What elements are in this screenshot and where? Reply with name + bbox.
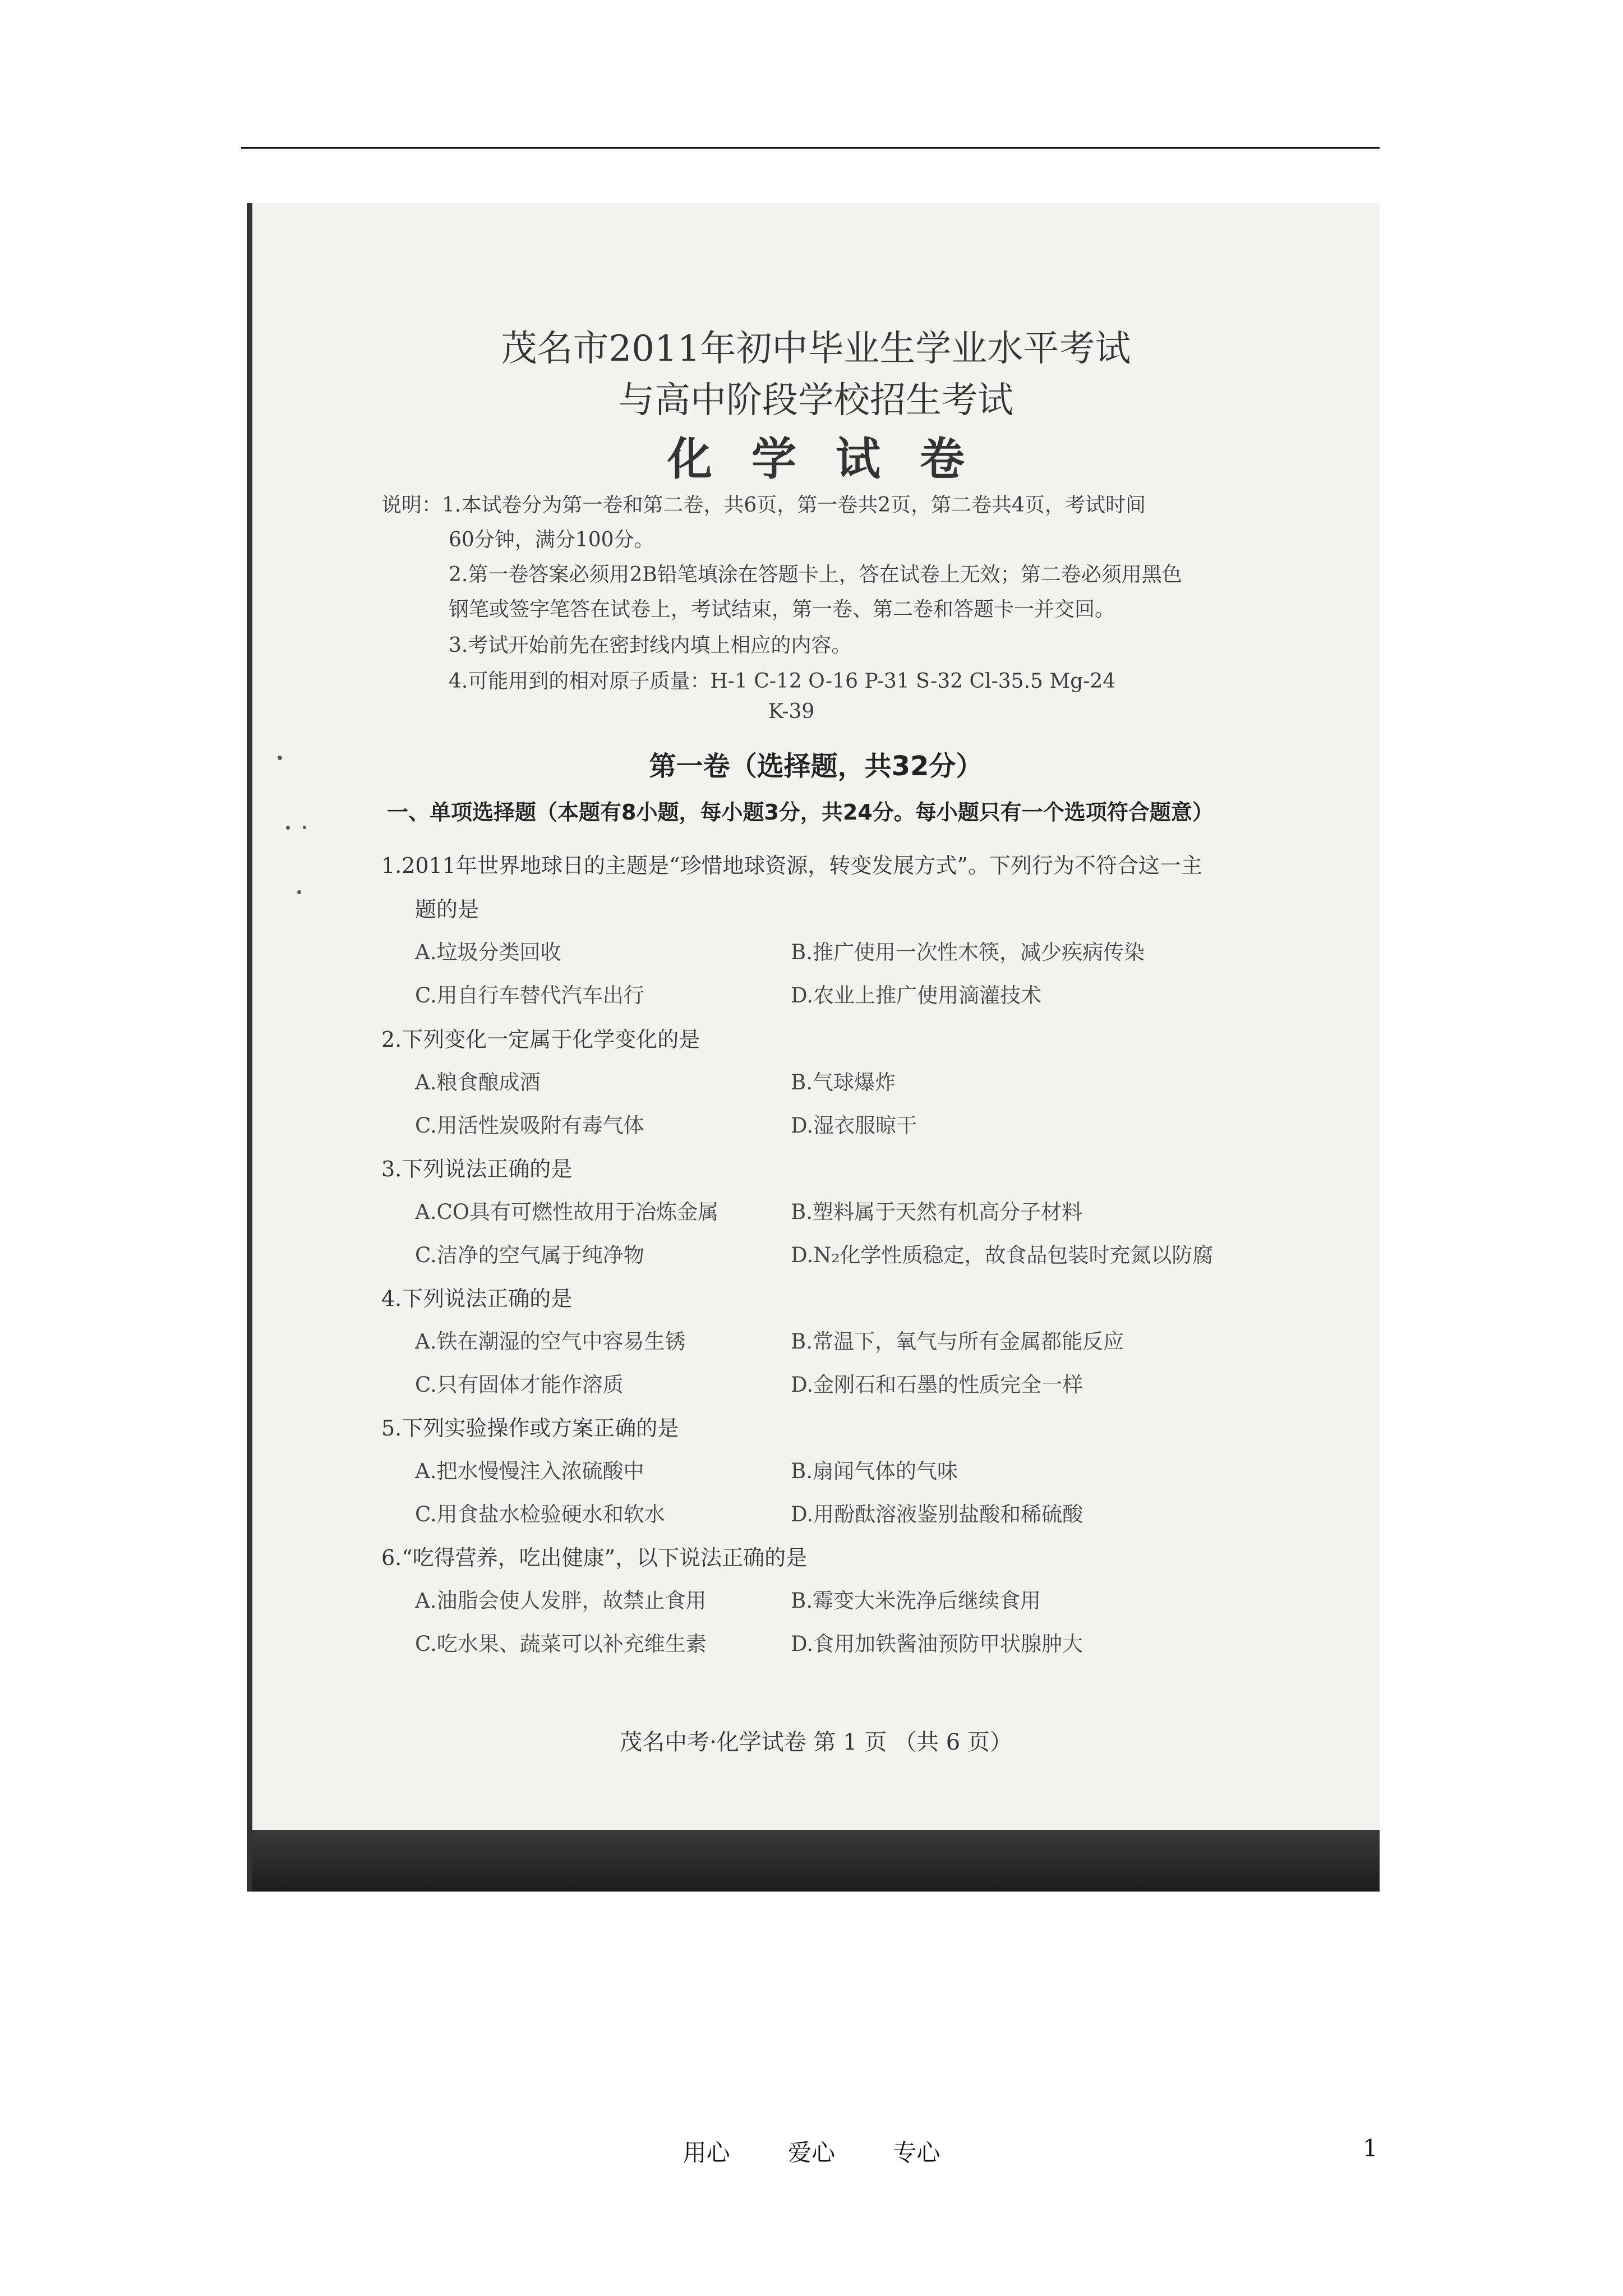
scan-speck [303, 826, 306, 829]
page-footer-slogan [0, 2134, 1623, 2168]
scan-speck [278, 756, 282, 760]
question-2-option-a: A.粮食酿成酒 [415, 1070, 541, 1094]
question-6-option-b: B.霉变大米洗净后继续食用 [791, 1589, 1041, 1613]
instruction-2b: 钢笔或签字笔答在试卷上，考试结束，第一卷、第二卷和答题卡一并交回。 [449, 598, 1115, 621]
question-3-option-d: D.N₂化学性质稳定，故食品包装时充氮以防腐 [791, 1243, 1214, 1267]
question-2-option-b: B.气球爆炸 [791, 1070, 896, 1094]
question-3-option-b: B.塑料属于天然有机高分子材料 [791, 1200, 1082, 1224]
footer-word-1: 用心 [683, 2139, 730, 2166]
instruction-2a: 2.第一卷答案必须用2B铅笔填涂在答题卡上，答在试卷上无效；第二卷必须用黑色 [449, 563, 1182, 586]
question-5-stem: 5.下列实验操作或方案正确的是 [381, 1416, 679, 1441]
question-6-option-d: D.食用加铁酱油预防甲状腺肿大 [791, 1632, 1083, 1656]
question-4-option-c: C.只有固体才能作溶质 [415, 1373, 624, 1397]
exam-title-line-2: 与高中阶段学校招生考试 [619, 380, 1013, 421]
question-5-option-b: B.扇闻气体的气味 [791, 1459, 958, 1483]
question-3-option-c: C.洁净的空气属于纯净物 [415, 1243, 644, 1267]
scan-speck [286, 826, 290, 830]
instruction-1b: 60分钟，满分100分。 [449, 528, 654, 551]
question-5-option-c: C.用食盐水检验硬水和软水 [415, 1502, 665, 1526]
scan-dark-edge [252, 1830, 1380, 1892]
instruction-3: 3.考试开始前先在密封线内填上相应的内容。 [449, 634, 852, 657]
question-1-option-d: D.农业上推广使用滴灌技术 [791, 983, 1042, 1007]
question-1-stem: 1.2011年世界地球日的主题是“珍惜地球资源，转变发展方式”。下列行为不符合这一主 [381, 853, 1202, 878]
question-5-option-a: A.把水慢慢注入浓硫酸中 [415, 1459, 644, 1483]
page-number: 1 [1363, 2134, 1378, 2162]
instruction-4a: 4.可能用到的相对原子质量：H-1 C-12 O-16 P-31 S-32 Cl-35.5 Mg-24 [449, 670, 1116, 693]
footer-word-3: 专心 [893, 2139, 940, 2166]
scan-page-footer: 茂名中考·化学试卷 第 1 页 （共 6 页） [620, 1729, 1012, 1755]
instruction-1a: 说明：1.本试卷分为第一卷和第二卷，共6页，第一卷共2页，第二卷共4页，考试时间 [381, 494, 1146, 517]
question-4-option-d: D.金刚石和石墨的性质完全一样 [791, 1373, 1083, 1397]
section-subtitle: 一、单项选择题（本题有8小题，每小题3分，共24分。每小题只有一个选项符合题意） [387, 800, 1214, 825]
section-title: 第一卷（选择题，共32分） [649, 751, 983, 782]
question-1-option-b: B.推广使用一次性木筷，减少疾病传染 [791, 940, 1145, 964]
question-1-stem-cont: 题的是 [415, 897, 479, 922]
question-4-stem: 4.下列说法正确的是 [381, 1286, 573, 1311]
question-4-option-b: B.常温下，氧气与所有金属都能反应 [791, 1329, 1124, 1354]
question-1-option-a: A.垃圾分类回收 [415, 940, 561, 964]
question-6-option-a: A.油脂会使人发胖，故禁止食用 [415, 1589, 707, 1613]
question-6-option-c: C.吃水果、蔬菜可以补充维生素 [415, 1632, 707, 1656]
exam-subject-title: 化学试卷 [667, 432, 1004, 485]
question-4-option-a: A.铁在潮湿的空气中容易生锈 [415, 1329, 686, 1354]
question-5-option-d: D.用酚酞溶液鉴别盐酸和稀硫酸 [791, 1502, 1083, 1526]
scan-speck [297, 890, 301, 894]
footer-word-2: 爱心 [787, 2139, 835, 2166]
question-2-option-d: D.湿衣服晾干 [791, 1114, 917, 1138]
question-3-option-a: A.CO具有可燃性故用于冶炼金属 [415, 1200, 719, 1224]
instruction-4b: K-39 [768, 700, 815, 723]
header-rule [241, 147, 1380, 149]
question-6-stem: 6.“吃得营养，吃出健康”，以下说法正确的是 [381, 1545, 808, 1570]
question-3-stem: 3.下列说法正确的是 [381, 1157, 573, 1181]
question-2-stem: 2.下列变化一定属于化学变化的是 [381, 1027, 700, 1052]
question-1-option-c: C.用自行车替代汽车出行 [415, 983, 644, 1007]
exam-title-line-1: 茂名市2011年初中毕业生学业水平考试 [501, 328, 1131, 370]
scanned-exam-page [247, 203, 1380, 1892]
question-2-option-c: C.用活性炭吸附有毒气体 [415, 1114, 644, 1138]
